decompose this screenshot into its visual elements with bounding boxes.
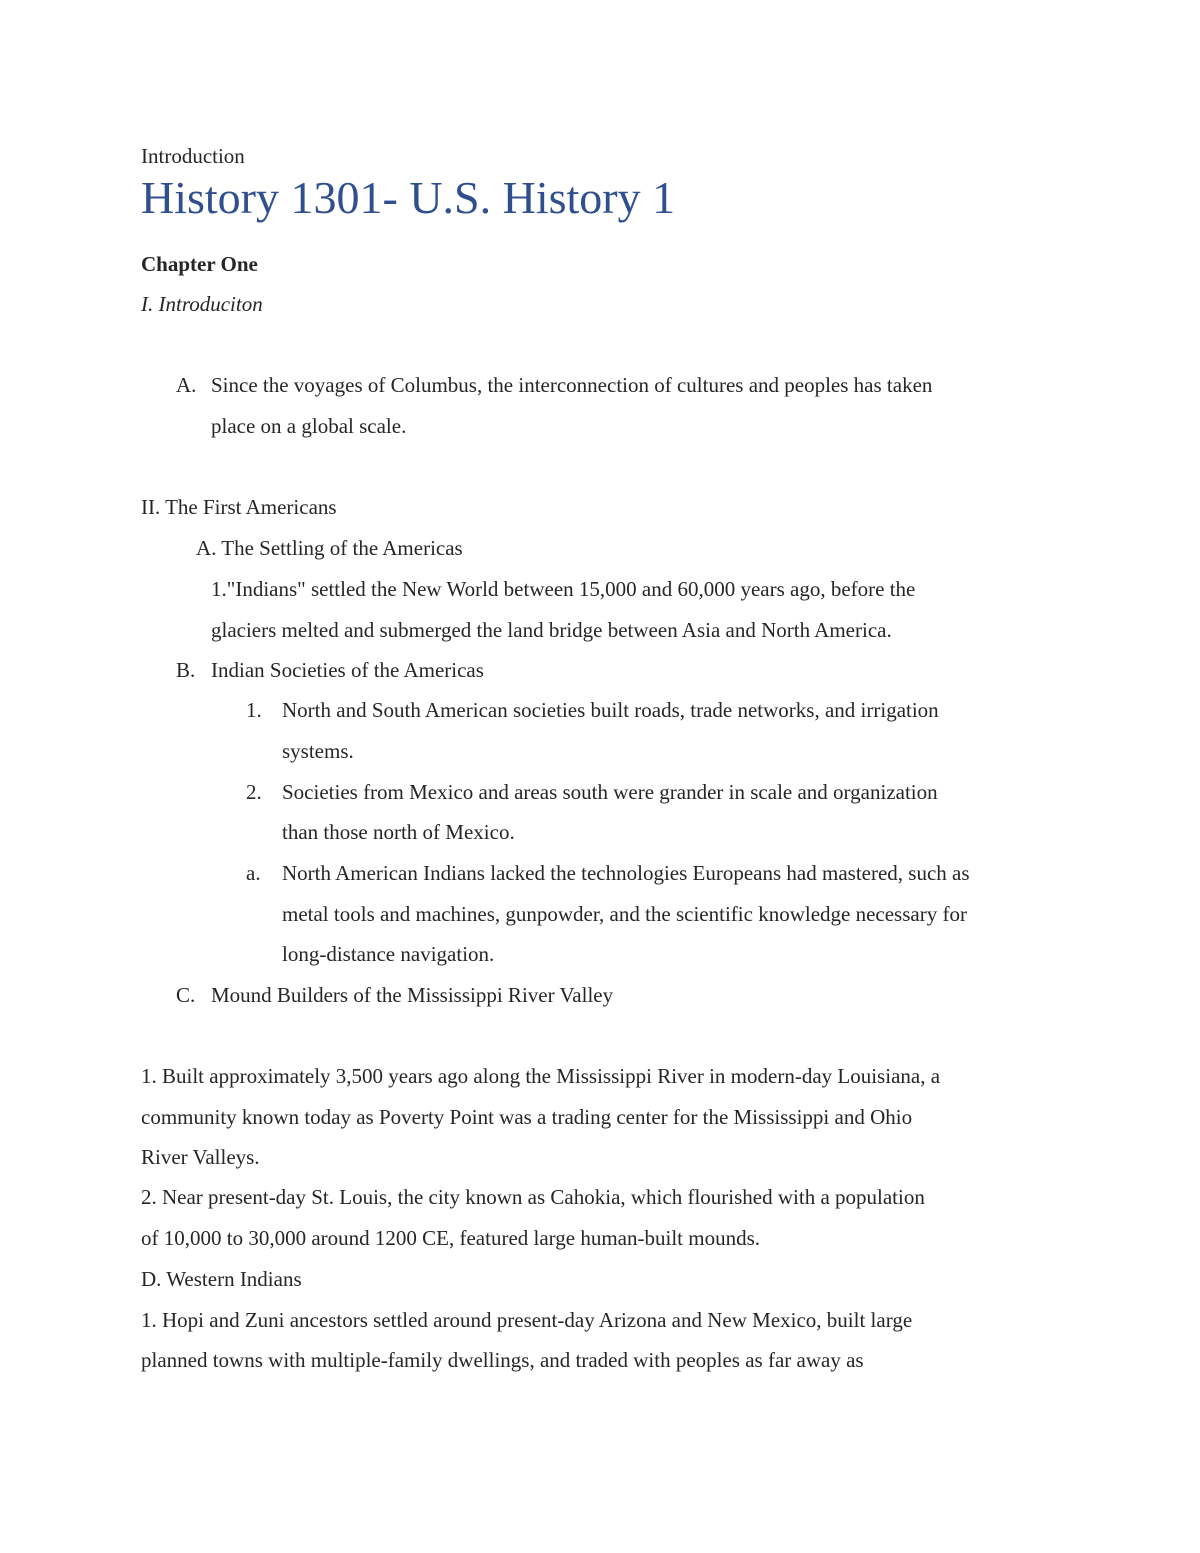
list-item-text: systems. [282, 739, 354, 763]
body-line: community known today as Poverty Point was a trading center for the Mississippi and Ohio [141, 1105, 913, 1129]
list-item-text: metal tools and machines, gunpowder, and the scientific knowledge necessary for [282, 902, 967, 926]
body-line: 2. Near present-day St. Louis, the city known as Cahokia, which flourished with a population [141, 1185, 925, 1209]
section-heading-introduction: I. Introduciton [141, 292, 263, 316]
body-line: 1. Hopi and Zuni ancestors settled around present-day Arizona and New Mexico, built large [141, 1308, 913, 1332]
list-item-text: long-distance navigation. [282, 942, 495, 966]
page-title: History 1301- U.S. History 1 [141, 172, 676, 223]
subsection-heading: Mound Builders of the Mississippi River Valley [211, 983, 614, 1007]
list-item-text: 1."Indians" settled the New World between 15,000 and 60,000 years ago, before the [211, 577, 916, 601]
list-marker: 2. [246, 780, 262, 804]
list-marker: C. [176, 983, 196, 1007]
body-line: 1. Built approximately 3,500 years ago along the Mississippi River in modern-day Louisiana, a [141, 1064, 941, 1088]
section-heading-first-americans: II. The First Americans [141, 495, 337, 519]
chapter-heading: Chapter One [141, 252, 258, 276]
intro-label: Introduction [141, 144, 245, 168]
list-marker: B. [176, 658, 196, 682]
list-item-text: North and South American societies built roads, trade networks, and irrigation [282, 698, 939, 722]
list-item-text: than those north of Mexico. [282, 820, 515, 844]
list-marker: a. [246, 861, 261, 885]
body-line: planned towns with multiple-family dwellings, and traded with peoples as far away as [141, 1348, 864, 1372]
body-line: River Valleys. [141, 1145, 260, 1169]
list-item-text: North American Indians lacked the technologies Europeans had mastered, such as [282, 861, 970, 885]
subsection-heading: A. The Settling of the Americas [196, 536, 463, 560]
body-line: D. Western Indians [141, 1267, 302, 1291]
list-item-text: glaciers melted and submerged the land bridge between Asia and North America. [211, 618, 892, 642]
list-item-text: place on a global scale. [211, 414, 407, 438]
list-marker: 1. [246, 698, 262, 722]
list-marker: A. [176, 373, 197, 397]
subsection-heading: Indian Societies of the Americas [211, 658, 484, 682]
list-item-text: Since the voyages of Columbus, the interconnection of cultures and peoples has taken [211, 373, 933, 397]
body-line: of 10,000 to 30,000 around 1200 CE, featured large human-built mounds. [141, 1226, 761, 1250]
list-item-text: Societies from Mexico and areas south were grander in scale and organization [282, 780, 938, 804]
